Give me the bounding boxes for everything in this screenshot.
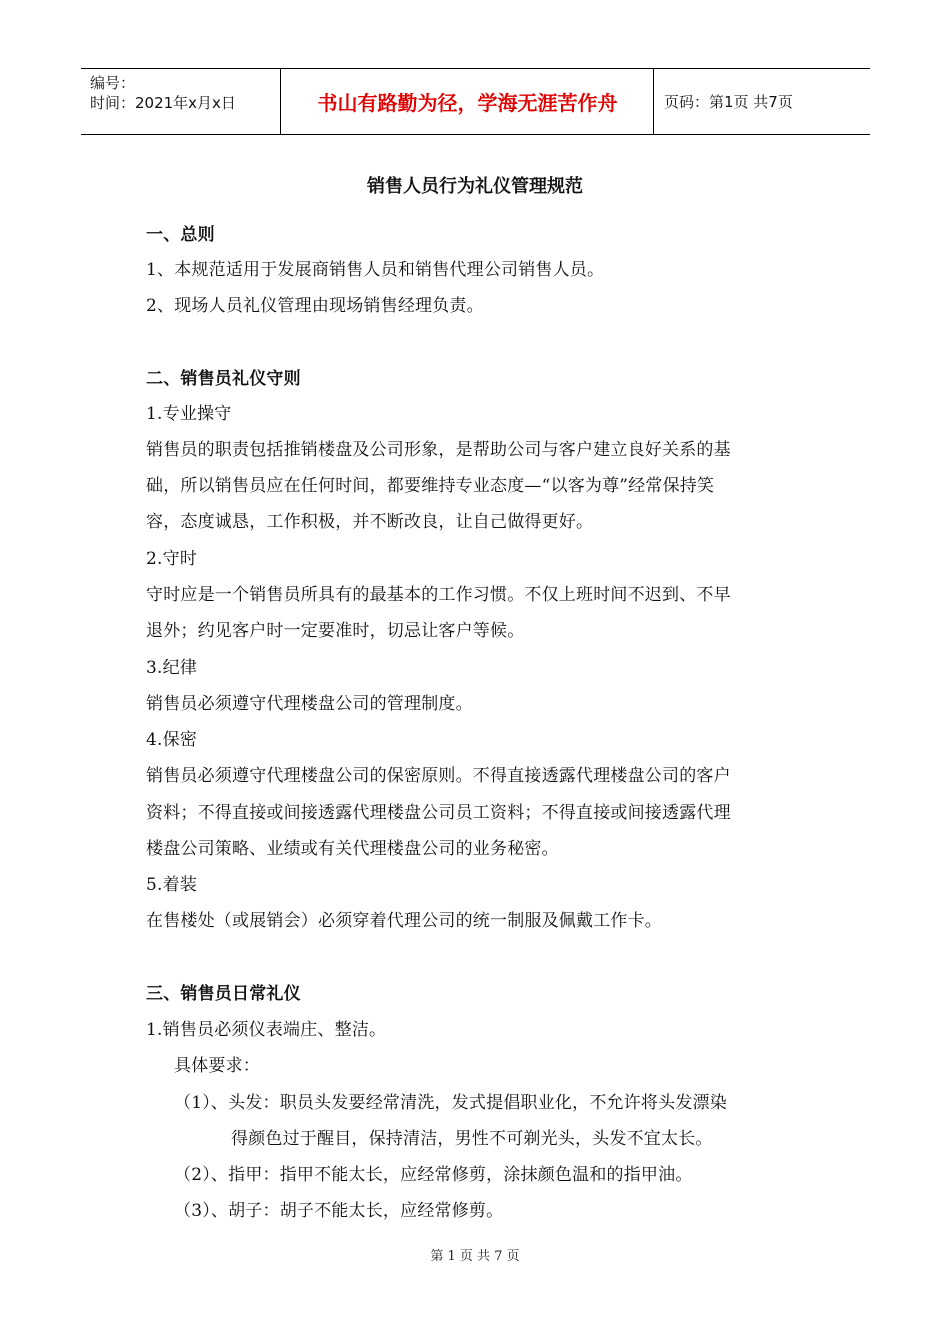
subheading: 3.纪律 (146, 658, 198, 678)
paragraph-line: 资料；不得直接或间接透露代理楼盘公司员工资料；不得直接或间接透露代理 (146, 803, 731, 823)
paragraph-line: 楼盘公司策略、业绩或有关代理楼盘公司的业务秘密。 (146, 839, 559, 859)
paragraph-line: 守时应是一个销售员所具有的最基本的工作习惯。不仅上班时间不迟到、不早 (146, 585, 731, 605)
paragraph-line: 得颜色过于醒目，保持清洁，男性不可剃光头，头发不宜太长。 (231, 1129, 713, 1149)
subheading: 5.着装 (146, 875, 198, 895)
subheading: 4.保密 (146, 730, 198, 750)
header-meta (81, 69, 281, 134)
paragraph: 2、现场人员礼仪管理由现场销售经理负责。 (146, 296, 484, 316)
paragraph-line: （1）、头发：职员头发要经常清洗，发式提倡职业化，不允许将头发漂染 (174, 1093, 727, 1113)
header-motto: 书山有路勤为径，学海无涯苦作舟 (282, 69, 654, 134)
section-heading-etiquette-rules: 二、销售员礼仪守则 (146, 369, 301, 389)
paragraph-line: 1.销售员必须仪表端庄、整洁。 (146, 1020, 387, 1040)
document-title: 销售人员行为礼仪管理规范 (367, 176, 583, 197)
paragraph-line: 具体要求： (174, 1056, 260, 1076)
page-footer: 第 1 页 共 7 页 (430, 1249, 520, 1264)
paragraph-line: 销售员必须遵守代理楼盘公司的保密原则。不得直接透露代理楼盘公司的客户 (146, 766, 731, 786)
section-heading-daily-etiquette: 三、销售员日常礼仪 (146, 984, 301, 1004)
paragraph-line: 退外；约见客户时一定要准时，切忌让客户等候。 (146, 621, 525, 641)
time-label: 时间：2021年x月x日 (90, 94, 236, 112)
paragraph-line: 销售员的职责包括推销楼盘及公司形象，是帮助公司与客户建立良好关系的基 (146, 440, 731, 460)
paragraph-line: 础，所以销售员应在任何时间，都要维持专业态度—“以客为尊”经常保持笑 (146, 476, 715, 496)
paragraph-line: 容，态度诚恳，工作积极，并不断改良，让自己做得更好。 (146, 512, 594, 532)
header-page-info: 页码：第1页 共7页 (664, 93, 793, 111)
paragraph-line: （2）、指甲：指甲不能太长，应经常修剪，涂抹颜色温和的指甲油。 (174, 1165, 693, 1185)
paragraph: 1、本规范适用于发展商销售人员和销售代理公司销售人员。 (146, 260, 605, 280)
number-label: 编号： (90, 74, 136, 92)
paragraph-line: （3）、胡子：胡子不能太长，应经常修剪。 (174, 1201, 504, 1221)
section-heading-general: 一、总则 (146, 225, 215, 245)
subheading: 2.守时 (146, 549, 198, 569)
paragraph-line: 销售员必须遵守代理楼盘公司的管理制度。 (146, 694, 473, 714)
subheading: 1.专业操守 (146, 404, 232, 424)
paragraph-line: 在售楼处（或展销会）必须穿着代理公司的统一制服及佩戴工作卡。 (146, 911, 662, 931)
page-header (81, 68, 870, 135)
